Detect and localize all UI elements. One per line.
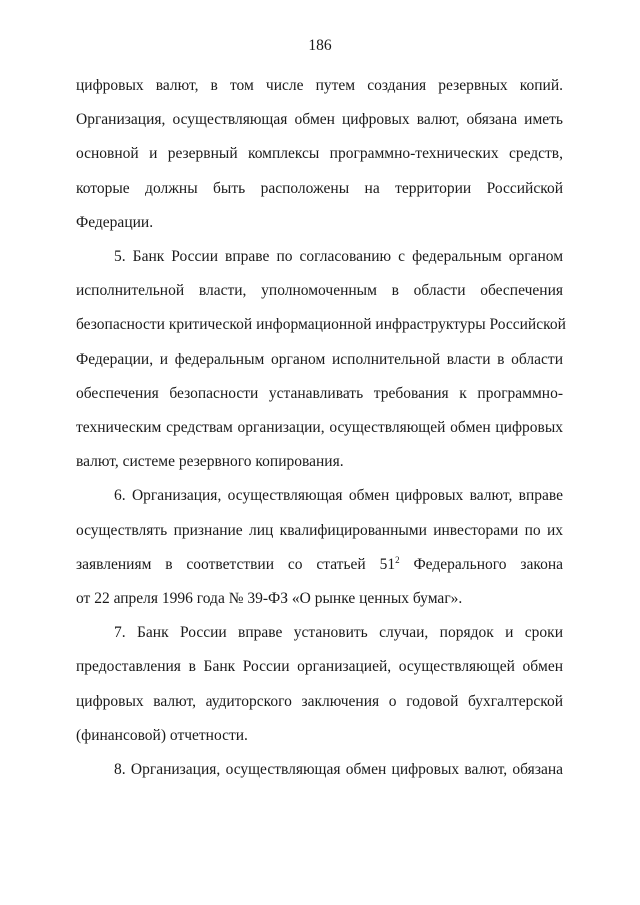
text-line: безопасности критической информационной инфраструктуры Российской	[76, 316, 566, 333]
text-line: от 22 апреля 1996 года № 39-ФЗ «О рынке ценных бумаг».	[76, 590, 463, 607]
text-line: (финансовой) отчетности.	[76, 727, 248, 744]
text-segment: заявлениям в соответствии со статьей 51	[76, 556, 396, 573]
paragraph-6-start: 6. Организация, осуществляющая обмен цифровых валют, вправе	[114, 487, 563, 504]
paragraph-8-start: 8. Организация, осуществляющая обмен цифровых валют, обязана	[114, 761, 563, 778]
text-line: основной и резервный комплексы программно-технических средств,	[76, 145, 563, 162]
text-line: техническим средствам организации, осуществляющей обмен цифровых	[76, 419, 563, 436]
superscript: 2	[395, 555, 400, 565]
text-line: осуществлять признание лиц квалифицированными инвесторами по их	[76, 522, 563, 539]
text-line: Федерации.	[76, 214, 154, 231]
text-line: Федерации, и федеральным органом исполнительной власти в области	[76, 351, 563, 368]
text-line: цифровых валют, в том числе путем создания резервных копий.	[76, 77, 563, 94]
paragraph-7-start: 7. Банк России вправе установить случаи, порядок и сроки	[114, 624, 563, 641]
text-line-with-superscript	[76, 556, 563, 574]
paragraph-5-start: 5. Банк России вправе по согласованию с федеральным органом	[114, 248, 563, 265]
text-line: обеспечения безопасности устанавливать требования к программно-	[76, 385, 563, 402]
text-line: цифровых валют, аудиторского заключения о годовой бухгалтерской	[76, 693, 563, 710]
text-line: валют, системе резервного копирования.	[76, 453, 344, 470]
text-segment: Федерального закона	[399, 556, 563, 573]
text-line: предоставления в Банк России организацией, осуществляющей обмен	[76, 658, 563, 675]
text-line: которые должны быть расположены на территории Российской	[76, 180, 563, 197]
text-line: Организация, осуществляющая обмен цифровых валют, обязана иметь	[76, 111, 563, 128]
page-number: 186	[308, 37, 332, 54]
text-line: исполнительной власти, уполномоченным в области обеспечения	[76, 282, 563, 299]
